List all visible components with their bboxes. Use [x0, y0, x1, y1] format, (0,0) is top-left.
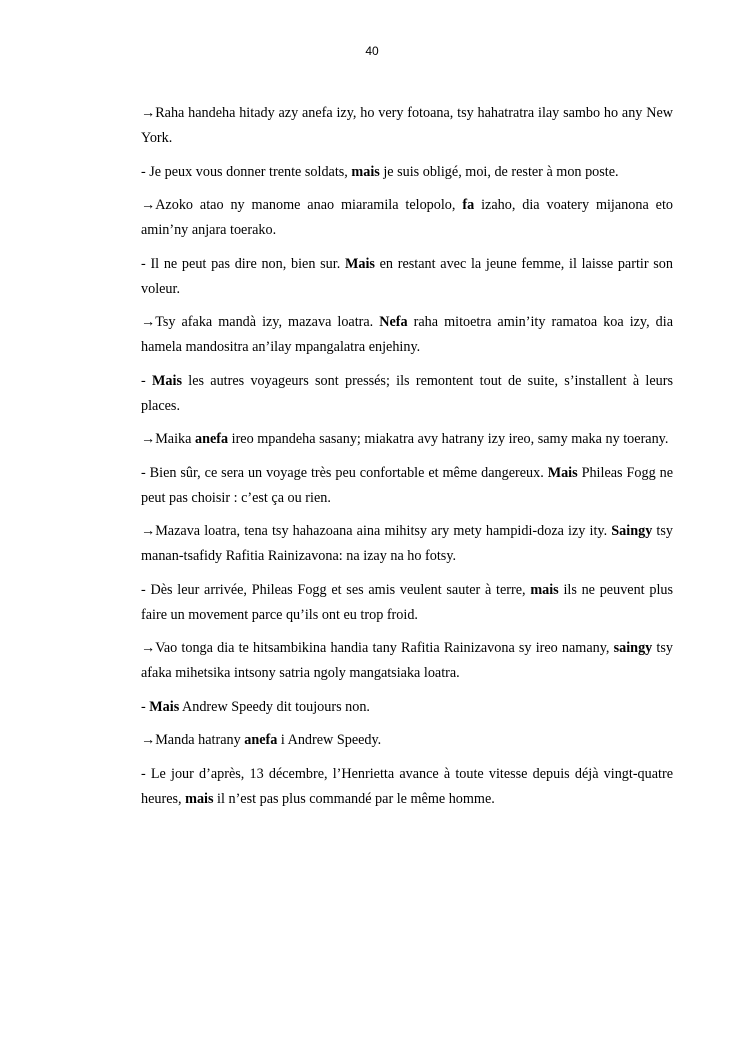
text-run: →Vao tonga dia te hitsambikina handia tany Rafitia Rainizavona sy ireo namany, [141, 640, 614, 656]
text-run: ireo mpandeha sasany; miakatra avy hatrany izy ireo, samy maka ny toerany. [228, 431, 669, 447]
text-run: - [141, 698, 150, 715]
paragraph [141, 252, 673, 302]
text-run: i Andrew Speedy. [277, 732, 382, 748]
text-run: en restant avec la jeune femme, il laisse partir son voleur. [141, 255, 673, 297]
bold-connector: mais [530, 581, 559, 598]
paragraph [141, 310, 673, 360]
text-run: ils ne peuvent plus faire un movement parce qu’ils ont eu trop froid. [141, 581, 674, 623]
text-run: →Maika [141, 431, 195, 447]
bold-connector: fa [462, 197, 475, 213]
bold-connector: Mais [547, 464, 578, 481]
text-run: - Dès leur arrivée, Phileas Fogg et ses amis veulent sauter à terre, [141, 581, 531, 598]
bold-connector: Mais [344, 255, 375, 272]
text-run: tsy afaka mihetsika intsony satria ngoly mangatsiaka loatra. [141, 640, 673, 681]
bold-connector: saingy [613, 640, 653, 656]
text-run: raha mitoetra amin’ity ramatoa koa izy, dia hamela mandositra an’ilay mpangalatra enjehiny. [141, 314, 674, 355]
paragraph [141, 427, 673, 452]
bold-connector: Mais [152, 372, 182, 389]
text-run: - Le jour d’après, 13 décembre, l’Henrietta avance à toute vitesse depuis déjà vingt-quatre heures, [141, 765, 673, 807]
paragraph [141, 369, 673, 419]
bold-connector: anefa [244, 732, 278, 748]
text-run: →Azoko atao ny manome anao miaramila telopolo, [141, 197, 463, 213]
bold-connector: Nefa [379, 314, 408, 330]
paragraph [141, 762, 673, 812]
paragraph [141, 636, 673, 686]
text-run: - Il ne peut pas dire non, bien sur. [141, 255, 345, 272]
page-number: 40 [365, 44, 379, 58]
text-run: →Raha handeha hitady azy anefa izy, ho very fotoana, tsy hahatratra ilay sambo ho any New York. [141, 105, 673, 146]
text-run: →Manda hatrany [141, 732, 245, 748]
paragraph [141, 193, 673, 243]
paragraph [141, 695, 673, 720]
text-run: →Tsy afaka mandà izy, mazava loatra. [141, 314, 380, 330]
paragraph [141, 578, 673, 628]
text-run: les autres voyageurs sont pressés; ils remontent tout de suite, s’installent à leurs places. [141, 372, 673, 414]
paragraph [141, 160, 673, 185]
paragraph [141, 101, 673, 151]
paragraph [141, 728, 673, 753]
text-run: - [141, 372, 153, 389]
paragraph [141, 461, 673, 511]
bold-connector: mais [351, 163, 380, 180]
document-body [141, 101, 673, 820]
paragraph [141, 519, 673, 569]
text-run: izaho, dia voatery mijanona eto amin’ny anjara toerako. [141, 197, 673, 238]
text-run: Phileas Fogg ne peut pas choisir : c’est ça ou rien. [141, 464, 673, 506]
bold-connector: anefa [194, 431, 229, 447]
text-run: tsy manan-tsafidy Rafitia Rainizavona: na izay na ho fotsy. [141, 523, 673, 564]
text-run: - Bien sûr, ce sera un voyage très peu confortable et même dangereux. [141, 464, 548, 481]
bold-connector: Saingy [611, 523, 653, 539]
bold-connector: mais [185, 790, 214, 807]
text-run: - Je peux vous donner trente soldats, [141, 163, 352, 180]
text-run: il n’est pas plus commandé par le même homme. [213, 790, 495, 807]
text-run: →Mazava loatra, tena tsy hahazoana aina mihitsy ary mety hampidi-doza izy ity. [141, 523, 612, 539]
text-run: je suis obligé, moi, de rester à mon poste. [379, 163, 619, 180]
bold-connector: Mais [149, 698, 180, 715]
text-run: Andrew Speedy dit toujours non. [179, 698, 370, 715]
